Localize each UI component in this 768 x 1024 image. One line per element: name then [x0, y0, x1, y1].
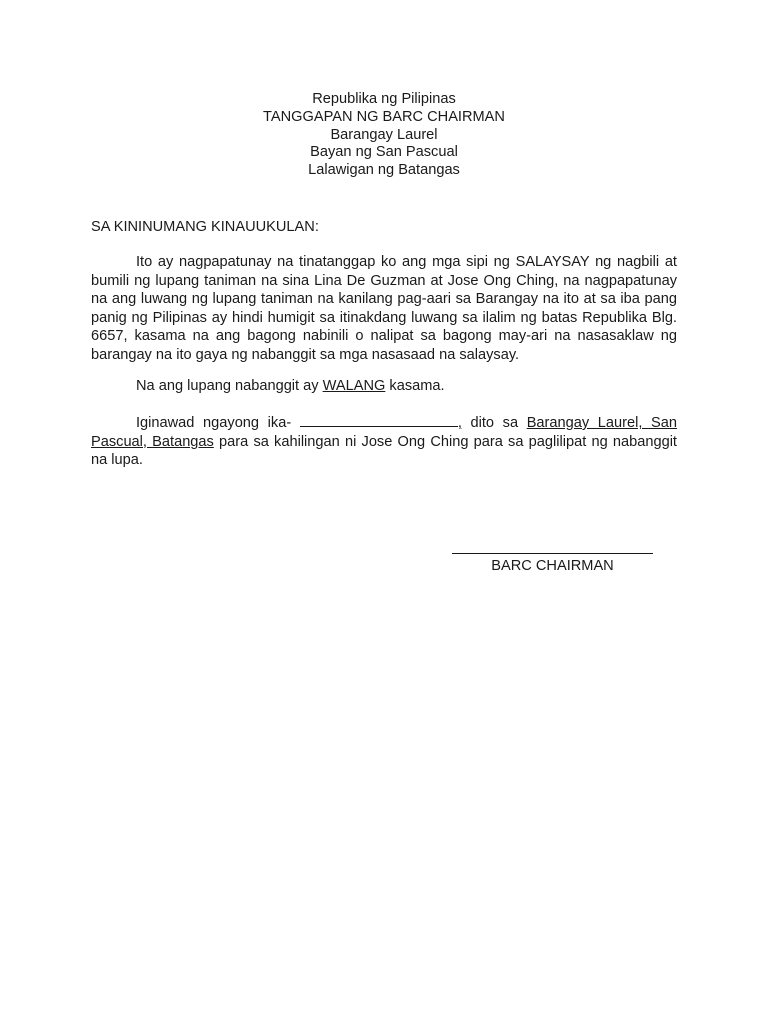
certification-paragraph: Ito ay nagpapatunay na tinatanggap ko ang mga sipi ng SALAYSAY ng nagbili at bumili ng lupang taniman na sina Lina De Guzman at Jose Ong Ching, na nagpapatunay na ang luwang ng lupang taniman na kanilang pag-aari sa Barangay na ito at sa iba pang panig ng Pilipinas ay hindi humigit sa itinakdang luwang sa ilalim ng batas Republika Blg. 6657, kasama na ang bagong nabinili o nalipat sa bagong may-ari na nasasaklaw ng barangay na ito gaya ng nabanggit sa mga nasasaad na salaysay.: [91, 254, 677, 363]
date-blank-comma: ,: [457, 415, 462, 431]
issuance-paragraph: [91, 413, 677, 470]
issuance-purpose: para sa kahilingan ni Jose Ong Ching para sa paglilipat ng nabanggit na lupa.: [91, 433, 677, 469]
header-line-municipality: Bayan ng San Pascual: [310, 144, 458, 161]
signature-line: [452, 553, 653, 554]
header-line-office: TANGGAPAN NG BARC CHAIRMAN: [263, 108, 505, 125]
date-blank[interactable]: [300, 413, 458, 427]
letterhead: [0, 91, 768, 180]
salutation: SA KININUMANG KINAUUKULAN:: [91, 219, 319, 235]
land-status-end: kasama.: [385, 378, 445, 394]
issuance-middle: dito sa: [461, 415, 527, 431]
signatory-title: BARC CHAIRMAN: [491, 558, 614, 574]
walang-emphasis: WALANG: [322, 378, 386, 394]
issuance-place: Barangay Laurel, San Pascual, Batangas: [91, 415, 678, 450]
header-line-province: Lalawigan ng Batangas: [308, 162, 460, 179]
land-status-paragraph: [91, 377, 677, 396]
header-line-barangay: Barangay Laurel: [330, 126, 438, 143]
issuance-intro: Iginawad ngayong ika-: [136, 415, 300, 431]
land-status-text: Na ang lupang nabanggit ay: [136, 378, 323, 394]
header-line-republic: Republika ng Pilipinas: [312, 91, 456, 107]
